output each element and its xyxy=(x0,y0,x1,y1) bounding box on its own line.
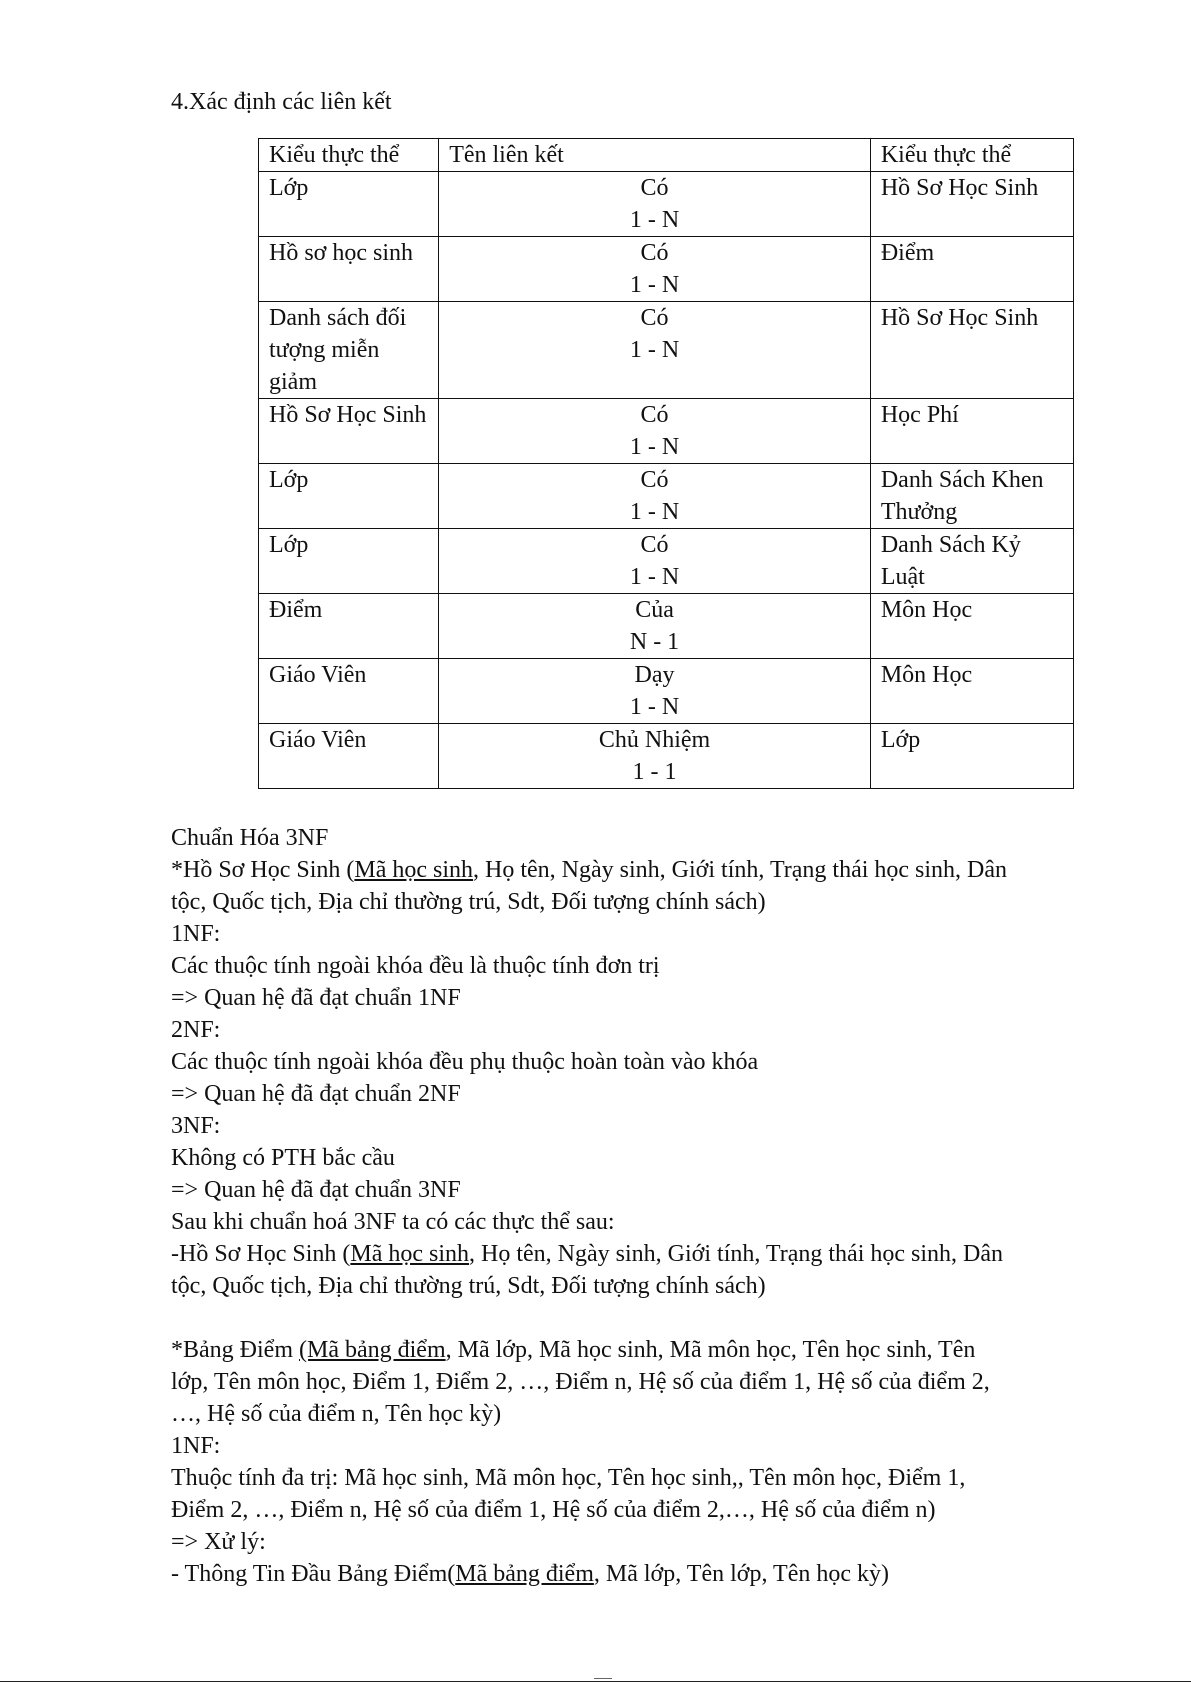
nf3-result: => Quan hệ đã đạt chuẩn 3NF xyxy=(171,1177,461,1203)
blank-line xyxy=(171,1302,1086,1334)
cardinality: N - 1 xyxy=(629,629,680,655)
relationship-cell xyxy=(439,464,871,529)
page-bottom-mark xyxy=(594,1678,612,1683)
entity-to-cell: Môn Học xyxy=(870,594,1073,659)
bd-definition-line2: lớp, Tên môn học, Điểm 1, Điểm 2, …, Điểm n, Hệ số của điểm 1, Hệ số của điểm 2, xyxy=(171,1369,990,1395)
relationship-name: Có xyxy=(640,305,669,331)
nf1-result: => Quan hệ đã đạt chuẩn 1NF xyxy=(171,985,461,1011)
bd-definition-line3: …, Hệ số của điểm n, Tên học kỳ) xyxy=(171,1401,502,1427)
relationship-cell xyxy=(439,529,871,594)
bd-multivalued-line2: Điểm 2, …, Điểm n, Hệ số của điểm 1, Hệ số của điểm 2,…, Hệ số của điểm n) xyxy=(171,1497,936,1523)
after-normalization-text: Sau khi chuẩn hoá 3NF ta có các thực thể sau: xyxy=(171,1209,615,1235)
relationship-cell xyxy=(439,399,871,464)
bd-header-info-line: - Thông Tin Đầu Bảng Điểm(Mã bảng điểm, Mã lớp, Tên lớp, Tên học kỳ) xyxy=(171,1561,889,1587)
entity-from-cell: Danh sách đối tượng miễn giảm xyxy=(259,302,439,399)
hs-definition-line1: *Hồ Sơ Học Sinh (Mã học sinh, Họ tên, Ngày sinh, Giới tính, Trạng thái học sinh, Dân xyxy=(171,857,1008,883)
cardinality: 1 - N xyxy=(629,207,680,233)
table-row xyxy=(259,464,1074,529)
bd-nf1-label: 1NF: xyxy=(171,1433,221,1459)
relationship-cell xyxy=(439,302,871,399)
table-row xyxy=(259,302,1074,399)
relationship-name: Dạy xyxy=(634,662,675,688)
relationship-name: Có xyxy=(640,532,669,558)
entity-to-cell: Học Phí xyxy=(870,399,1073,464)
hs-definition-line2: tộc, Quốc tịch, Địa chỉ thường trú, Sdt, Đối tượng chính sách) xyxy=(171,889,766,915)
entity-from-cell: Hồ Sơ Học Sinh xyxy=(259,399,439,464)
header-relationship: Tên liên kết xyxy=(439,139,871,172)
table-header-row xyxy=(259,139,1074,172)
entity-to-cell: Môn Học xyxy=(870,659,1073,724)
nf3-label: 3NF: xyxy=(171,1113,221,1139)
nf1-text: Các thuộc tính ngoài khóa đều là thuộc tính đơn trị xyxy=(171,953,660,979)
table-row xyxy=(259,172,1074,237)
cardinality: 1 - N xyxy=(629,564,680,590)
relationship-name: Chủ Nhiệm xyxy=(598,727,711,753)
table-row xyxy=(259,529,1074,594)
handle-label: => Xử lý: xyxy=(171,1529,266,1555)
relationship-name: Có xyxy=(640,240,669,266)
result-hs-key: Mã học sinh xyxy=(350,1241,470,1267)
relationship-name: Có xyxy=(640,175,669,201)
bd-definition-line1: *Bảng Điểm (Mã bảng điểm, Mã lớp, Mã học sinh, Mã môn học, Tên học sinh, Tên xyxy=(171,1337,976,1363)
table-row xyxy=(259,399,1074,464)
relationships-table xyxy=(258,138,1074,789)
section-heading: 4.Xác định các liên kết xyxy=(171,89,392,115)
cardinality: 1 - N xyxy=(629,272,680,298)
header-entity-from: Kiểu thực thể xyxy=(259,139,439,172)
nf2-text: Các thuộc tính ngoài khóa đều phụ thuộc hoàn toàn vào khóa xyxy=(171,1049,759,1075)
cardinality: 1 - N xyxy=(629,499,680,525)
entity-from-cell: Lớp xyxy=(259,464,439,529)
entity-from-cell: Lớp xyxy=(259,529,439,594)
cardinality: 1 - 1 xyxy=(632,759,677,785)
relationship-name: Có xyxy=(640,467,669,493)
hs-primary-key: Mã học sinh xyxy=(354,857,474,883)
entity-to-cell: Lớp xyxy=(870,724,1073,789)
bd-header-key: Mã bảng điểm xyxy=(455,1561,594,1587)
nf3-text: Không có PTH bắc cầu xyxy=(171,1145,395,1171)
result-hs-line2: tộc, Quốc tịch, Địa chỉ thường trú, Sdt, Đối tượng chính sách) xyxy=(171,1273,766,1299)
entity-to-cell: Danh Sách Kỷ Luật xyxy=(870,529,1073,594)
normalization-title: Chuẩn Hóa 3NF xyxy=(171,825,329,851)
nf1-label: 1NF: xyxy=(171,921,221,947)
relationship-cell xyxy=(439,724,871,789)
entity-from-cell: Hồ sơ học sinh xyxy=(259,237,439,302)
nf2-label: 2NF: xyxy=(171,1017,221,1043)
relationship-cell xyxy=(439,659,871,724)
entity-to-cell: Hồ Sơ Học Sinh xyxy=(870,302,1073,399)
entity-to-cell: Điểm xyxy=(870,237,1073,302)
result-hs-line1: -Hồ Sơ Học Sinh (Mã học sinh, Họ tên, Ngày sinh, Giới tính, Trạng thái học sinh, Dân xyxy=(171,1241,1004,1267)
relationship-cell xyxy=(439,172,871,237)
nf2-result: => Quan hệ đã đạt chuẩn 2NF xyxy=(171,1081,461,1107)
table-row xyxy=(259,724,1074,789)
table-row xyxy=(259,594,1074,659)
bd-multivalued-line1: Thuộc tính đa trị: Mã học sinh, Mã môn học, Tên học sinh,, Tên môn học, Điểm 1, xyxy=(171,1465,966,1491)
entity-from-cell: Điểm xyxy=(259,594,439,659)
cardinality: 1 - N xyxy=(629,434,680,460)
table-row xyxy=(259,659,1074,724)
entity-to-cell: Danh Sách Khen Thưởng xyxy=(870,464,1073,529)
entity-from-cell: Lớp xyxy=(259,172,439,237)
bd-primary-key: (Mã bảng điểm xyxy=(298,1337,446,1363)
entity-from-cell: Giáo Viên xyxy=(259,724,439,789)
normalization-section xyxy=(171,822,1086,1590)
cardinality: 1 - N xyxy=(629,694,680,720)
entity-from-cell: Giáo Viên xyxy=(259,659,439,724)
cardinality: 1 - N xyxy=(629,337,680,363)
relationship-cell xyxy=(439,594,871,659)
relationship-name: Có xyxy=(640,402,669,428)
table-row xyxy=(259,237,1074,302)
relationship-cell xyxy=(439,237,871,302)
header-entity-to: Kiểu thực thể xyxy=(870,139,1073,172)
entity-to-cell: Hồ Sơ Học Sinh xyxy=(870,172,1073,237)
relationship-name: Của xyxy=(635,597,674,623)
